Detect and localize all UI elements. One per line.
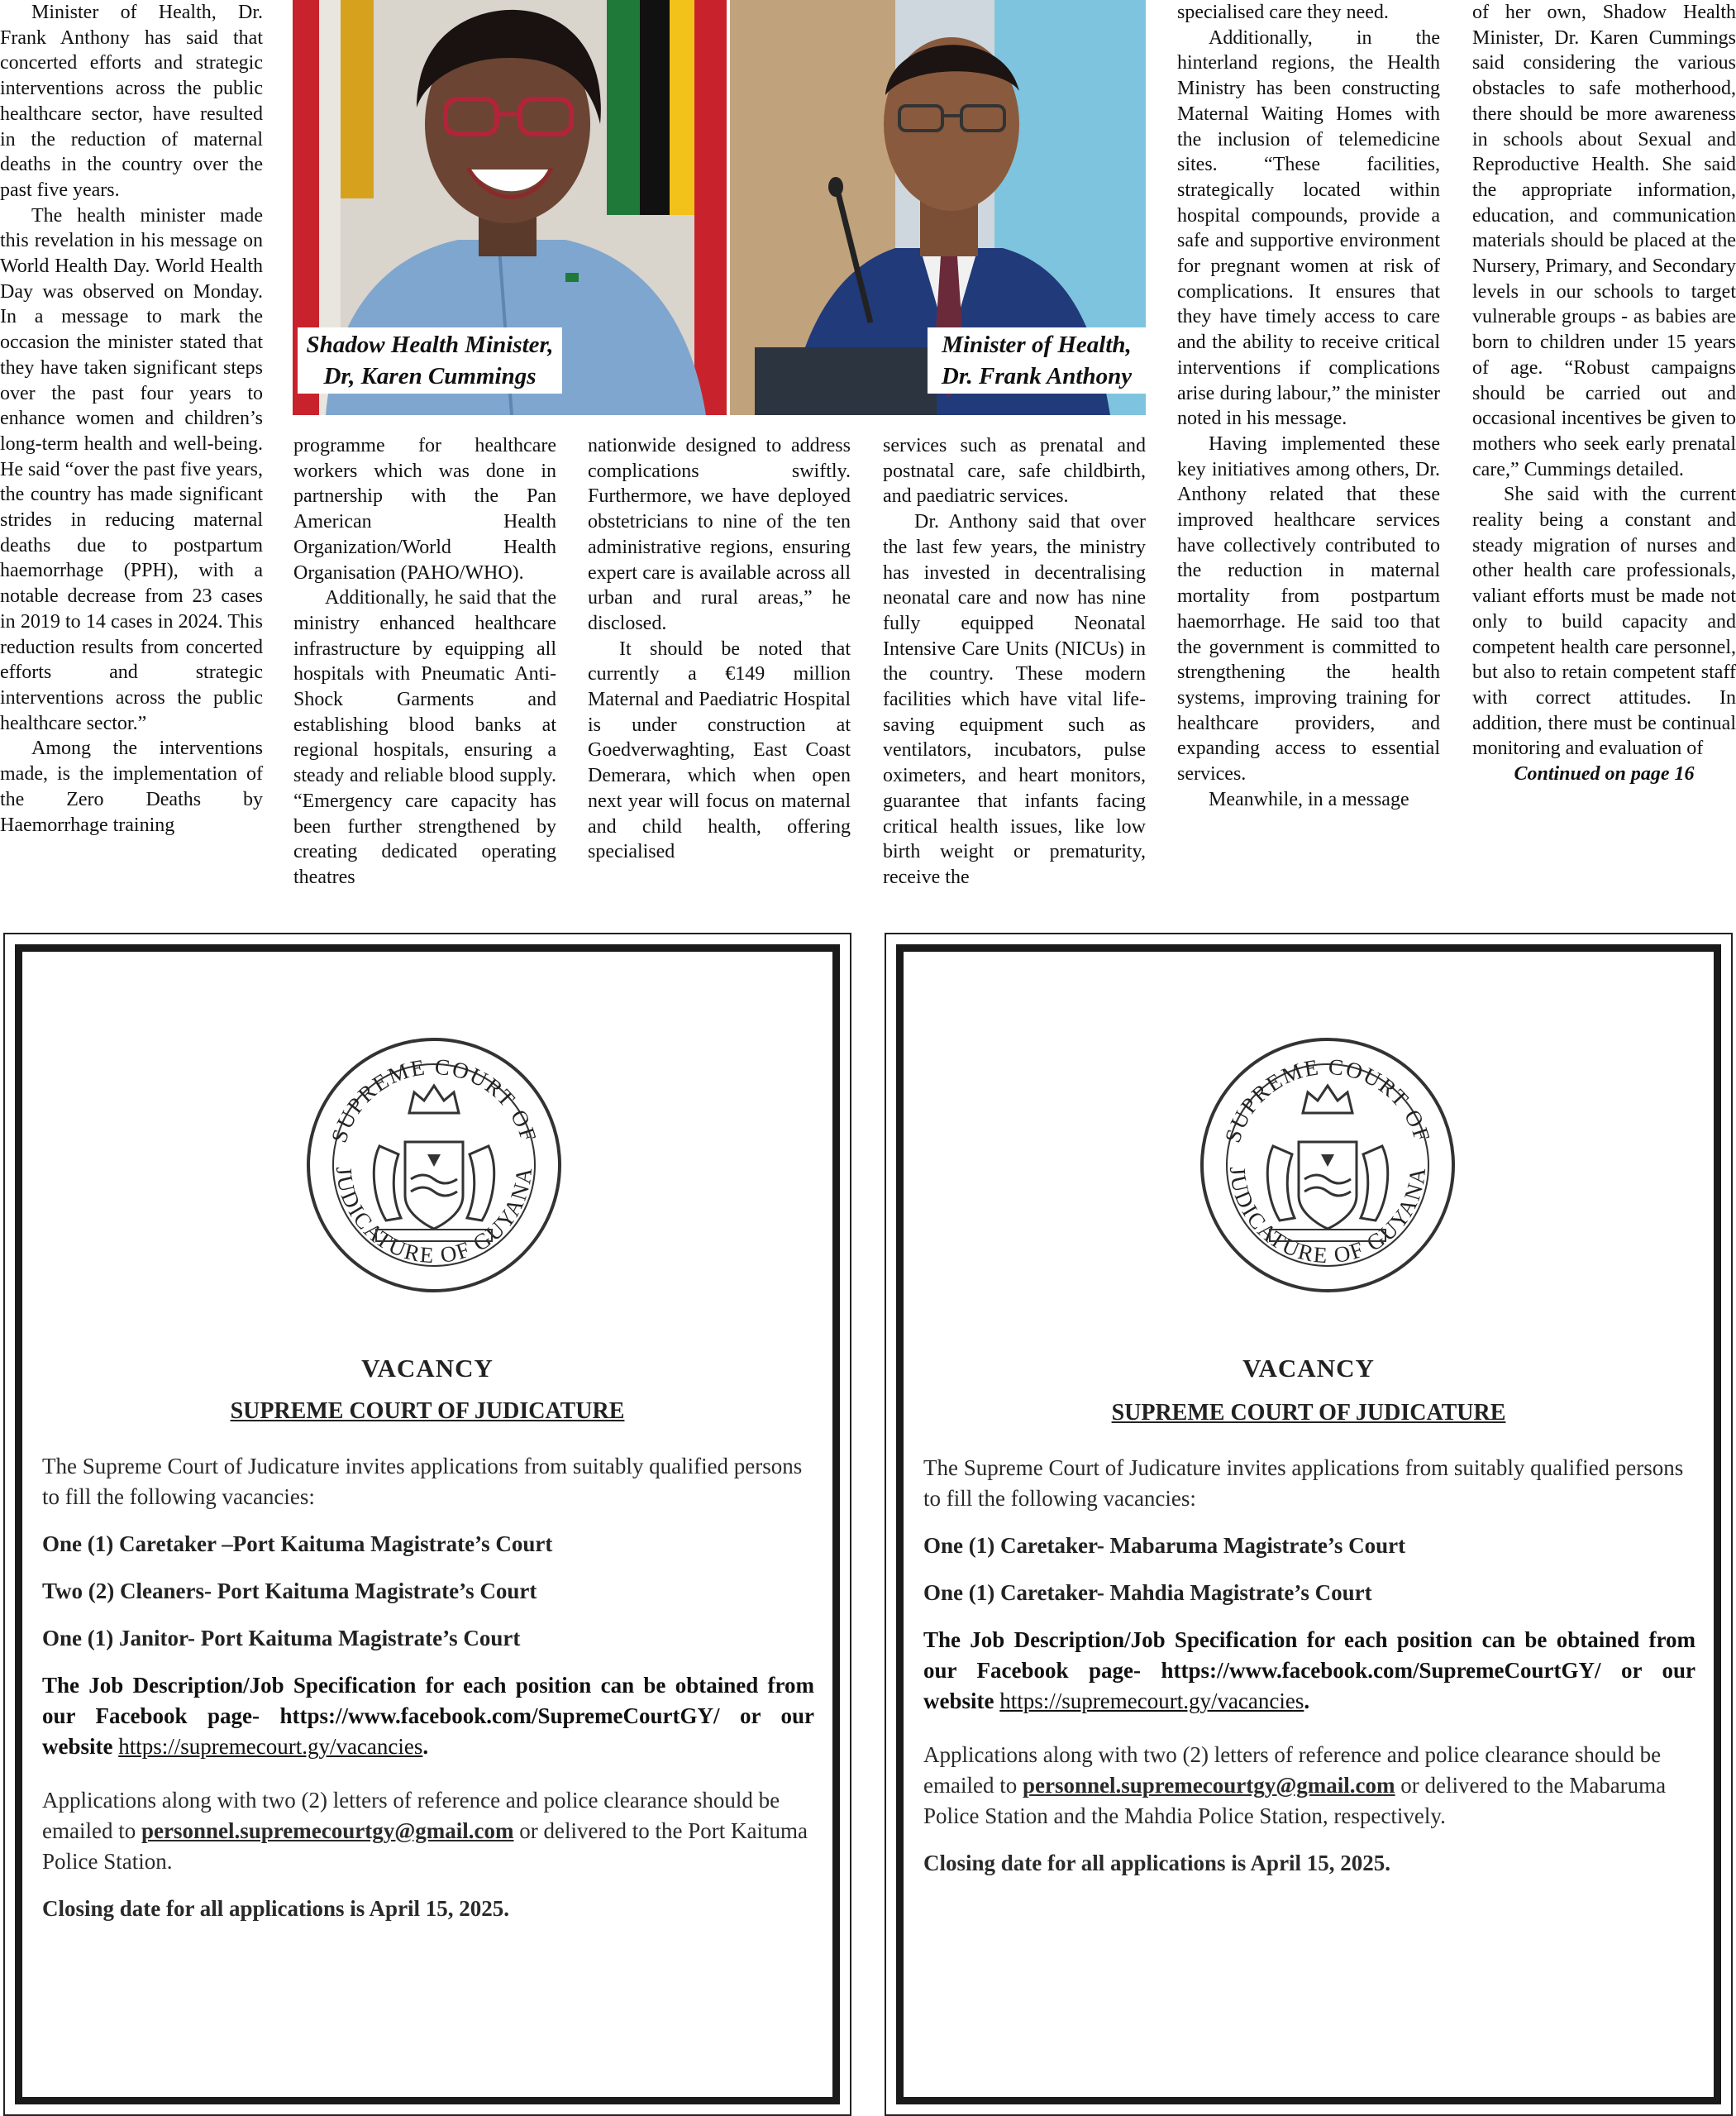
seal-bottom-text: JUDICATURE OF GUYANA	[331, 1164, 537, 1268]
article-paragraph: She said with the current reality being a constant and steady migration of nurses and other health care professionals, valiant efforts must be made not only to build capacity and competent health care personnel, but also to retain competent staff with correct attitudes. In addition, there must be continual monitoring and evaluation of	[1472, 484, 1736, 760]
application-instructions	[42, 1785, 814, 1877]
photo-caption: Minister of Health, Dr. Frank Anthony	[928, 327, 1146, 394]
apply-text-end: or delivered to the Mabaruma Police Station and the Mahdia Police Station, respectively.	[923, 1773, 1667, 1828]
email-link[interactable]: personnel.supremecourtgy@gmail.com	[141, 1818, 514, 1843]
court-seal-icon	[303, 1034, 565, 1296]
article-column-1	[0, 0, 263, 910]
ad-intro: The Supreme Court of Judicature invites applications from suitably qualified persons to fill the following vacancies:	[923, 1455, 1684, 1511]
application-instructions	[923, 1740, 1695, 1832]
website-link[interactable]: https://supremecourt.gy/vacancies	[999, 1689, 1304, 1713]
article-paragraph: services such as prenatal and postnatal care, safe childbirth, and paediatric services.	[883, 435, 1146, 508]
email-link[interactable]: personnel.supremecourtgy@gmail.com	[1022, 1773, 1395, 1798]
article-paragraph: of her own, Shadow Health Minister, Dr. Karen Cummings said considering the various obstacles to safe motherhood, there should be more awareness in schools about Sexual and Reproductive Health. She said the appropriate information, education, and communication materials should be placed at the Nursery, Primary, and Secondary levels in our schools to target vulnerable groups - as babies are born to children under 15 years of age. “Robust campaigns should be carried out and occasional incentives be given to mothers who seek early prenatal care,” Cummings detailed.	[1472, 2, 1736, 480]
svg-text:SUPREME COURT OF	[327, 1054, 541, 1146]
jd-text: The Job Description/Job Specification for each position can be obtained from our Facebook page- https://www.facebook.com/SupremeCourtGY/ or our website	[923, 1627, 1695, 1713]
vacancy-position: One (1) Caretaker- Mahdia Magistrate’s Court	[923, 1580, 1372, 1605]
article-paragraph: The health minister made this revelation in his message on World Health Day. World Health Day was observed on Monday. In a message to mark the occasion the minister stated that they have taken significant steps over the past four years to enhance women and children’s long-term health and well-being. He said “over the past five years, the country has made significant strides in reducing maternal deaths due to postpartum haemorrhage (PPH), with a notable decrease from 23 cases in 2019 to 14 cases in 2024. This reduction results from concerted efforts and strategic interventions across the public healthcare sector.”	[0, 204, 263, 734]
seal-top-text: SUPREME COURT OF	[326, 1053, 542, 1146]
ad-title: VACANCY	[361, 1354, 494, 1383]
article-paragraph: Meanwhile, in a message	[1209, 788, 1409, 810]
article-paragraph: specialised care they need.	[1177, 2, 1389, 23]
article-column-5	[1177, 0, 1440, 910]
article-paragraph: Additionally, he said that the ministry enhanced healthcare infrastructure by equipping all hospitals with Pneumatic Anti-Shock Garments and establishing blood banks at regional hospitals, ensuring a steady and reliable blood supply. “Emergency care capacity has been further strengthened by creating dedicated operating theatres	[293, 587, 556, 888]
ad-intro: The Supreme Court of Judicature invites applications from suitably qualified persons to fill the following vacancies:	[42, 1454, 803, 1509]
apply-text: Applications along with two (2) letters of reference and police clearance should be emailed to	[42, 1788, 780, 1843]
ad-frame	[15, 944, 840, 2104]
continued-note: Continued on page 16	[1514, 763, 1695, 786]
apply-text: Applications along with two (2) letters of reference and police clearance should be emailed to	[923, 1742, 1662, 1798]
vacancy-position: One (1) Janitor- Port Kaituma Magistrate’s Court	[42, 1626, 521, 1650]
article-paragraph: Minister of Health, Dr. Frank Anthony has said that concerted efforts and strategic interventions across the public healthcare sector, have resulted in the reduction of maternal deaths in the country over the past five years.	[0, 2, 263, 201]
seal-bottom-text: JUDICATURE OF GUYANA	[1224, 1164, 1431, 1268]
svg-text:SUPREME COURT OF	[1220, 1054, 1435, 1146]
court-seal-icon	[1197, 1034, 1458, 1296]
ad-body	[42, 1451, 814, 1941]
article-column-4	[883, 433, 1146, 910]
article-paragraph: nationwide designed to address complications swiftly. Furthermore, we have deployed obstetricians to nine of the ten administrative regions, ensuring expert care is available across all urban and rural areas,” he disclosed.	[588, 435, 851, 634]
website-link[interactable]: https://supremecourt.gy/vacancies	[118, 1734, 423, 1759]
vacancy-ad-port-kaituma	[3, 933, 851, 2116]
article-paragraph: It should be noted that currently a €149 million Maternal and Paediatric Hospital is under construction at Goedverwaghting, East Coast Demerara, which when open next year will focus on maternal and child health, offering specialised	[588, 638, 851, 863]
vacancy-ad-mabaruma-mahdia	[885, 933, 1733, 2116]
article-paragraph: Among the interventions made, is the implementation of the Zero Deaths by Haemorrhage training	[0, 738, 263, 836]
ad-subtitle: SUPREME COURT OF JUDICATURE	[230, 1398, 625, 1424]
article-paragraph: programme for healthcare workers which was done in partnership with the Pan American Health Organization/World Health Organisation (PAHO/WHO).	[293, 435, 556, 584]
photo-caption: Shadow Health Minister, Dr, Karen Cummings	[298, 327, 562, 394]
ad-subtitle: SUPREME COURT OF JUDICATURE	[1111, 1400, 1506, 1426]
article-column-3	[588, 433, 851, 910]
apply-text-end: or delivered to the Port Kaituma Police Station.	[42, 1818, 808, 1874]
seal-top-text: SUPREME COURT OF	[1219, 1053, 1436, 1146]
article-paragraph: Additionally, in the hinterland regions, the Health Ministry has been constructing Maternal Waiting Homes with the inclusion of telemedicine sites. “These facilities, strategically located within hospital compounds, provide a safe and supportive environment for pregnant women at risk of complications. It ensures that they have timely access to care and the ability to receive critical interventions if complications arise during labour,” the minister noted in his message.	[1177, 26, 1440, 430]
article-column-6	[1472, 0, 1736, 910]
jd-text: The Job Description/Job Specification for each position can be obtained from our Facebook page- https://www.facebook.com/SupremeCourtGY/ or our website	[42, 1673, 814, 1759]
vacancy-position: One (1) Caretaker- Mabaruma Magistrate’s Court	[923, 1533, 1406, 1558]
job-description-note: The Job Description/Job Specification for each position can be obtained from our Facebook page- https://www.facebook.com/SupremeCourtGY/ or our website https://supremecourt.gy/vacancies.	[923, 1627, 1695, 1713]
ad-frame	[896, 944, 1721, 2104]
closing-date: Closing date for all applications is April 15, 2025.	[42, 1896, 510, 1921]
article-column-2	[293, 433, 556, 910]
job-description-note: The Job Description/Job Specification for each position can be obtained from our Facebook page- https://www.facebook.com/SupremeCourtGY/ or our website https://supremecourt.gy/vacancies.	[42, 1673, 814, 1759]
article-paragraph: Having implemented these key initiatives among others, Dr. Anthony related that these improved healthcare services have collectively contributed to the reduction in maternal mortality from postpartum haemorrhage. He said too that the government is committed to strengthening the health systems, improving training for healthcare providers, and expanding access to essential services.	[1177, 432, 1440, 786]
ad-title: VACANCY	[1242, 1354, 1375, 1383]
vacancy-position: Two (2) Cleaners- Port Kaituma Magistrate’s Court	[42, 1579, 537, 1603]
ad-body	[923, 1453, 1695, 1895]
closing-date: Closing date for all applications is April 15, 2025.	[923, 1851, 1391, 1875]
vacancy-position: One (1) Caretaker –Port Kaituma Magistrate’s Court	[42, 1531, 553, 1556]
article-paragraph: Dr. Anthony said that over the last few years, the ministry has invested in decentralising neonatal care and now has nine fully equipped Neonatal Intensive Care Units (NICUs) in the country. These modern facilities which have vital life-saving equipment such as ventilators, incubators, pulse oximeters, and heart monitors, guarantee that infants facing critical health issues, like low birth weight or prematurity, receive the	[883, 511, 1146, 888]
